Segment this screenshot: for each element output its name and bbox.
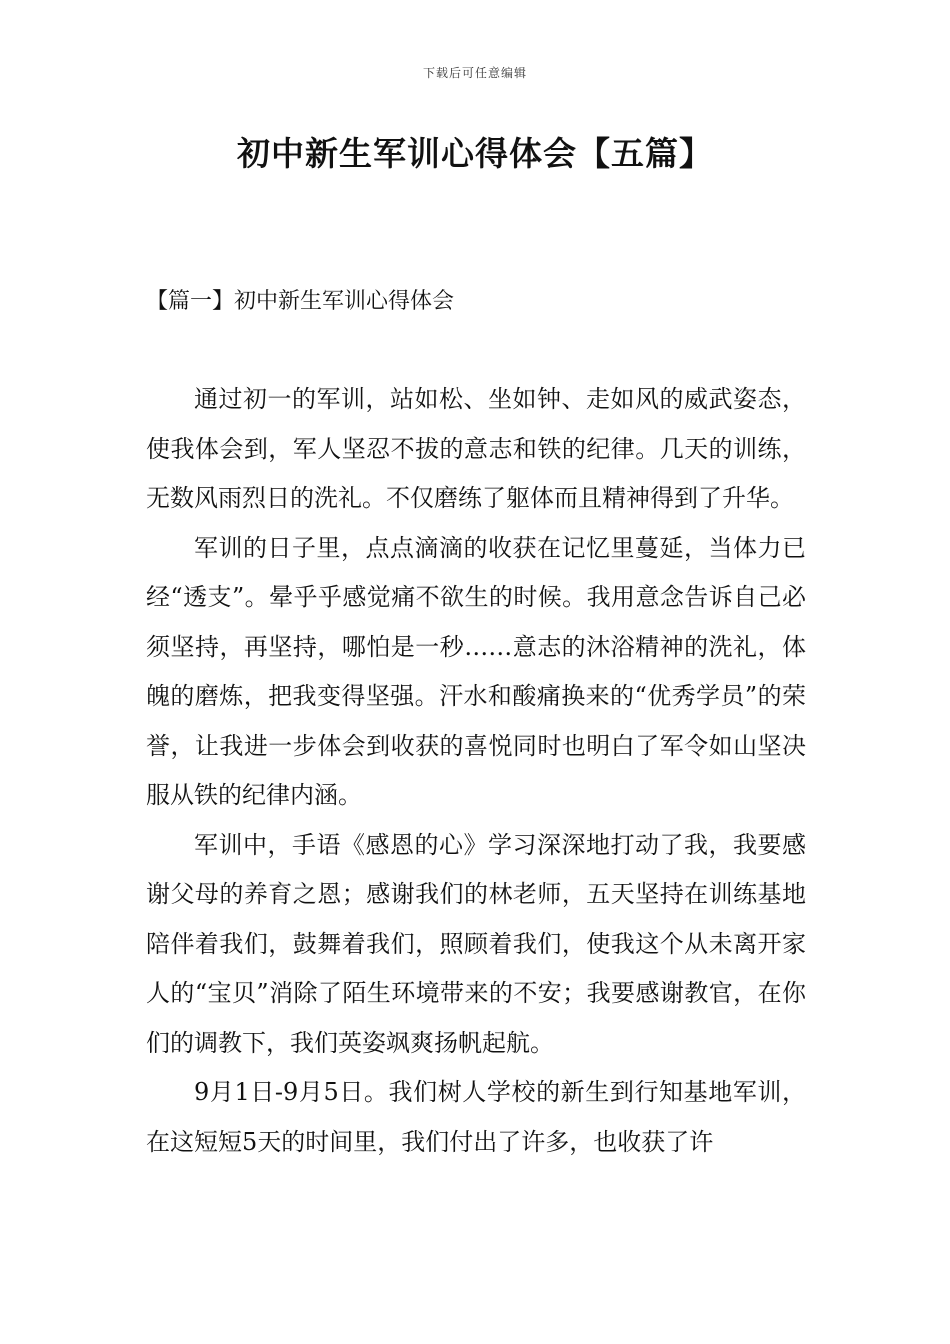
section-heading: 【篇一】初中新生军训心得体会 (146, 289, 455, 314)
paragraph: 军训的日子里，点点滴滴的收获在记忆里蔓延，当体力已经“透支”。晕乎乎感觉痛不欲生的时候。我用意念告诉自己必须坚持，再坚持，哪怕是一秒……意志的沐浴精神的洗礼，体魄的磨炼，把我变得坚强。汗水和酸痛换来的“优秀学员”的荣誉，让我进一步体会到收获的喜悦同时也明白了军令如山坚决服从铁的纪律内涵。 (146, 533, 806, 809)
paragraph: 通过初一的军训，站如松、坐如钟、走如风的威武姿态，使我体会到，军人坚忍不拔的意志和铁的纪律。几天的训练，无数风雨烈日的洗礼。不仅磨练了躯体而且精神得到了升华。 (146, 385, 806, 512)
paragraph: 9月1日-9月5日。我们树人学校的新生到行知基地军训，在这短短5天的时间里，我们付出了许多，也收获了许 (146, 1078, 806, 1156)
header-note: 下载后可任意编辑 (422, 66, 527, 80)
document-title: 初中新生军训心得体会【五篇】 (237, 134, 713, 173)
body-text (146, 375, 806, 1167)
paragraph: 军训中，手语《感恩的心》学习深深地打动了我，我要感谢父母的养育之恩；感谢我们的林老师，五天坚持在训练基地陪伴着我们，鼓舞着我们，照顾着我们，使我这个从未离开家人的“宝贝”消除了陌生环境带来的不安；我要感谢教官，在你们的调教下，我们英姿飒爽扬帆起航。 (146, 830, 806, 1057)
